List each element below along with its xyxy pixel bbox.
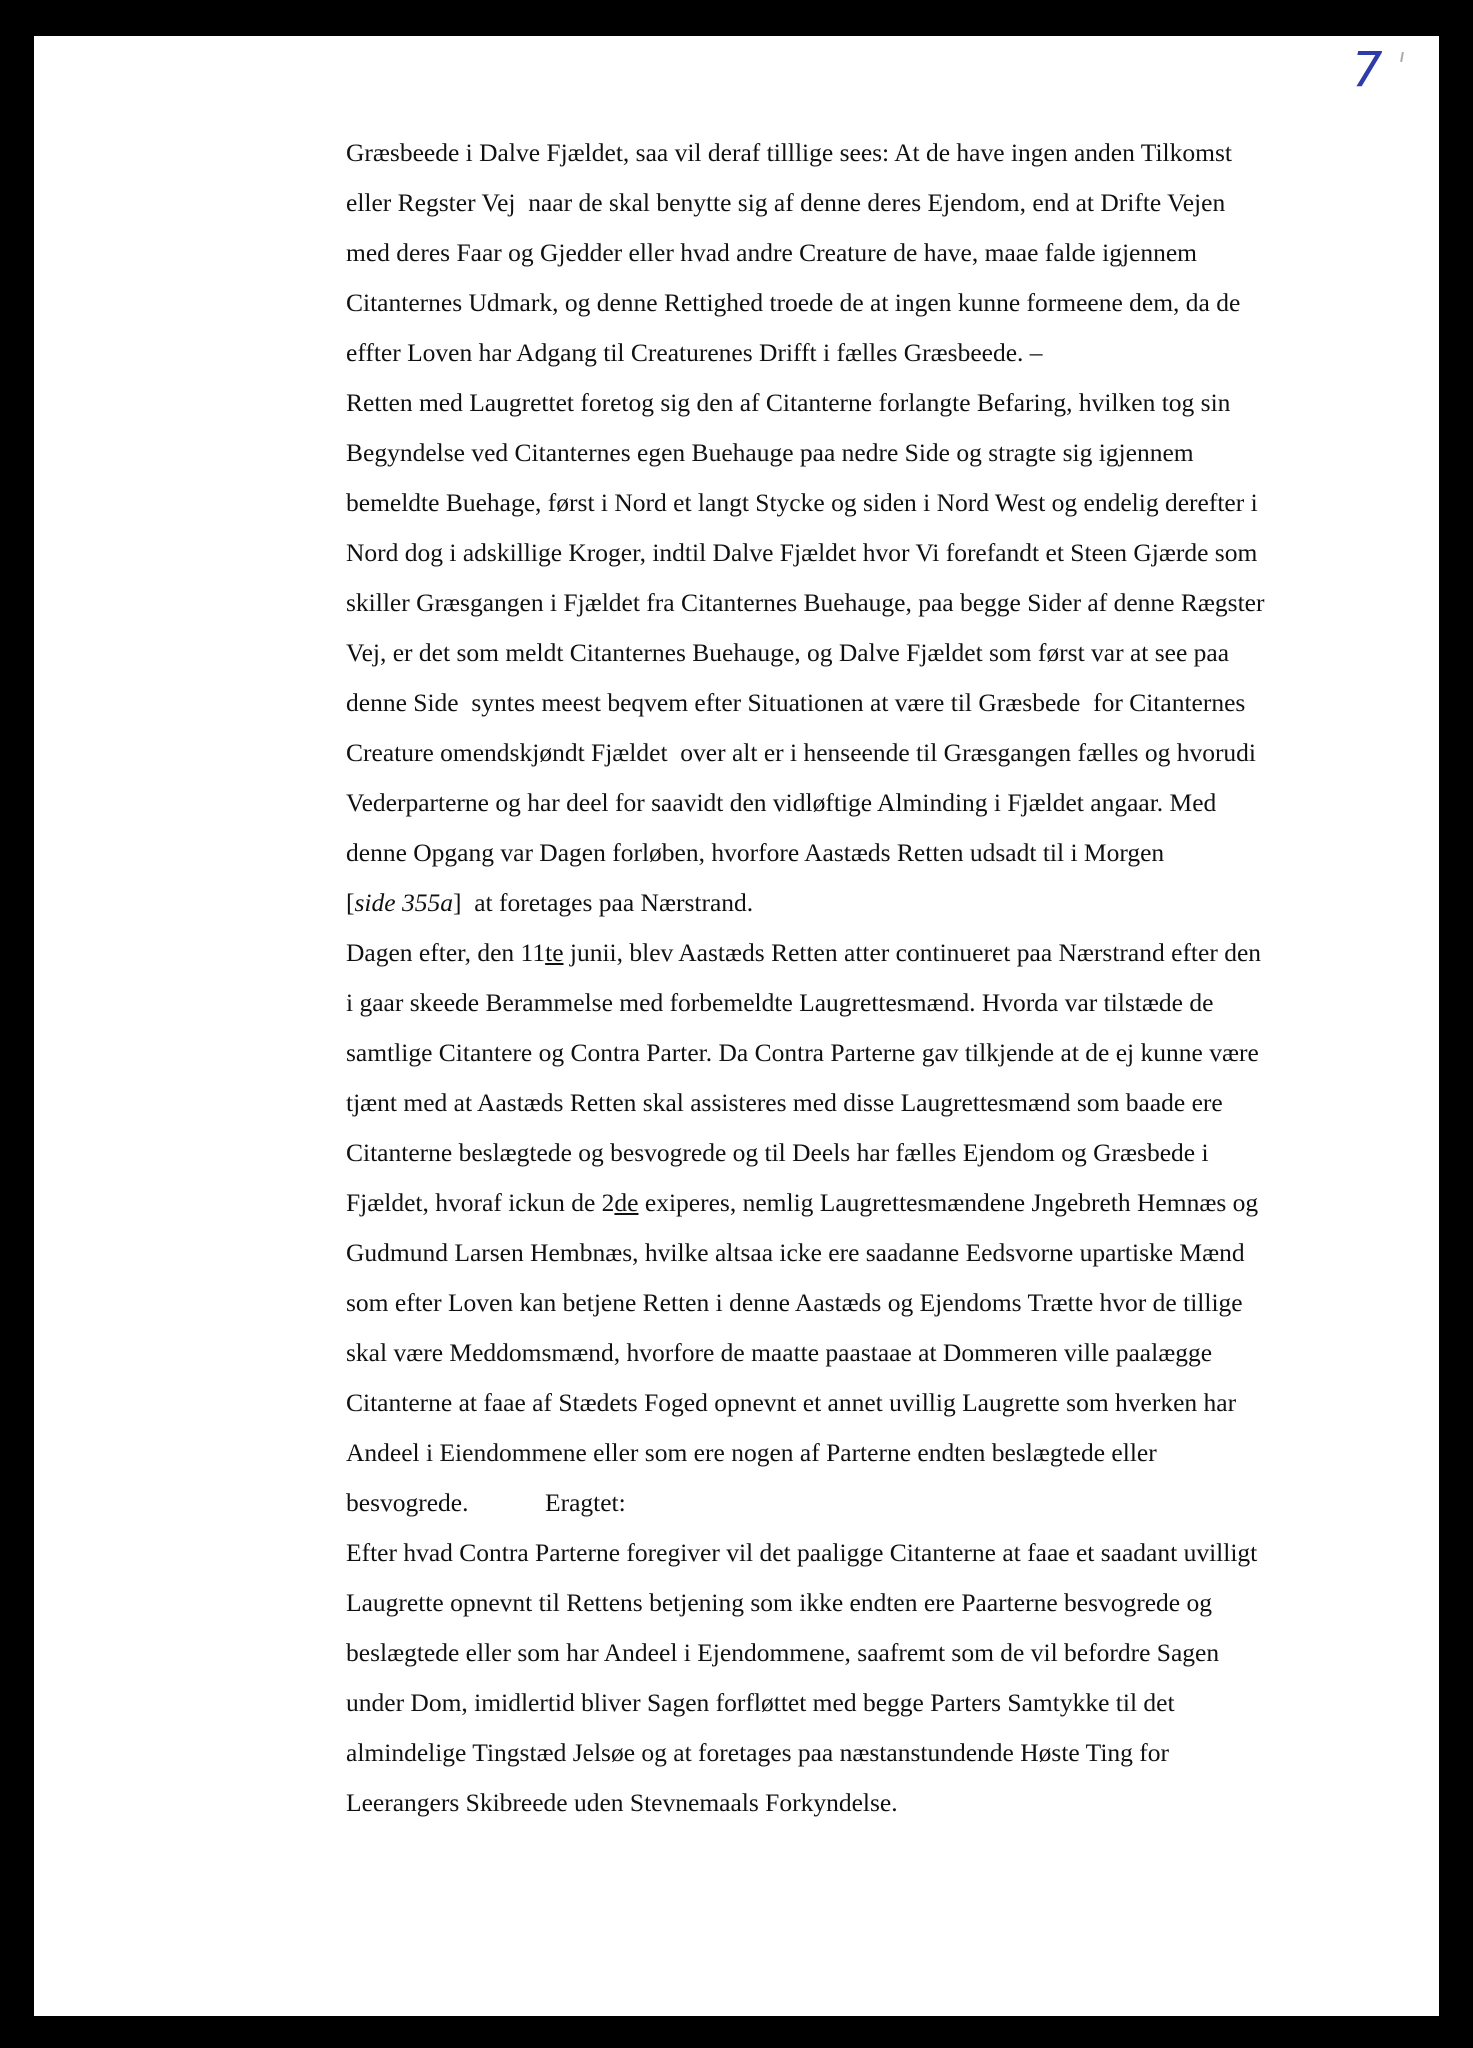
text-line: Dagen efter, den 11te junii, blev Aastæds Retten atter continueret paa Nærstrand efter den xyxy=(346,938,1262,967)
ordinal-suffix: de xyxy=(614,1188,639,1217)
text-line: i gaar skeede Berammelse med forbemeldte Laugrettesmænd. Hvorda var tilstæde de xyxy=(346,988,1214,1017)
text-line: beslægtede eller som har Andeel i Ejendommene, saafremt som de vil befordre Sagen xyxy=(346,1638,1220,1667)
text-line: Fjældet, hvoraf ickun de 2de exiperes, nemlig Laugrettesmændene Jngebreth Hemnæs og xyxy=(346,1188,1259,1217)
page-number: 7 xyxy=(1352,42,1383,98)
text-line: Laugrette opnevnt til Rettens betjening som ikke endten ere Paarterne besvogrede og xyxy=(346,1588,1213,1617)
text-line: denne Side syntes meest beqvem efter Situationen at være til Græsbede for Citanternes xyxy=(346,688,1246,717)
text-line: skiller Græsgangen i Fjældet fra Citanternes Buehauge, paa begge Sider af denne Rægster xyxy=(346,588,1265,617)
text-line: med deres Faar og Gjedder eller hvad andre Creature de have, maae falde igjennem xyxy=(346,238,1198,267)
document-page xyxy=(34,36,1439,2016)
text-line: eller Regster Vej naar de skal benytte sig af denne deres Ejendom, end at Drifte Vejen xyxy=(346,188,1226,217)
text-line: under Dom, imidlertid bliver Sagen forfløttet med begge Parters Samtykke til det xyxy=(346,1688,1175,1717)
text-line: denne Opgang var Dagen forløben, hvorfore Aastæds Retten udsadt til i Morgen xyxy=(346,838,1165,867)
text-line: besvogrede. Eragtet: xyxy=(346,1488,626,1517)
text-line: Græsbeede i Dalve Fjældet, saa vil deraf tilllige sees: At de have ingen anden Tilkomst xyxy=(346,138,1232,167)
text-line: almindelige Tingstæd Jelsøe og at foretages paa næstanstundende Høste Ting for xyxy=(346,1738,1170,1767)
text-line: effter Loven har Adgang til Creaturenes Drifft i fælles Græsbeede. – xyxy=(346,338,1043,367)
text-line: Gudmund Larsen Hembnæs, hvilke altsaa icke ere saadanne Eedsvorne upartiske Mænd xyxy=(346,1238,1245,1267)
text-line: bemeldte Buehage, først i Nord et langt Stycke og siden i Nord West og endelig derefter i xyxy=(346,488,1258,517)
page-reference: side 355a xyxy=(354,888,453,917)
text-line: som efter Loven kan betjene Retten i denne Aastæds og Ejendoms Trætte hvor de tillige xyxy=(346,1288,1243,1317)
text-line: samtlige Citantere og Contra Parter. Da Contra Parterne gav tilkjende at de ej kunne være xyxy=(346,1038,1259,1067)
text-line: Nord dog i adskillige Kroger, indtil Dalve Fjældet hvor Vi forefandt et Steen Gjærde som xyxy=(346,538,1258,567)
text-line: tjænt med at Aastæds Retten skal assisteres med disse Laugrettesmænd som baade ere xyxy=(346,1088,1223,1117)
text-line: Efter hvad Contra Parterne foregiver vil det paaligge Citanterne at faae et saadant uvilligt xyxy=(346,1538,1258,1567)
text-line: Citanterne at faae af Stædets Foged opnevnt et annet uvillig Laugrette som hverken har xyxy=(346,1388,1237,1417)
text-line: Vederparterne og har deel for saavidt den vidløftige Alminding i Fjældet angaar. Med xyxy=(346,788,1217,817)
text-line: Leerangers Skibreede uden Stevnemaals Forkyndelse. xyxy=(346,1788,898,1817)
text-line: Citanterne beslægtede og besvogrede og til Deels har fælles Ejendom og Græsbede i xyxy=(346,1138,1209,1167)
text-line: Begyndelse ved Citanternes egen Buehauge paa nedre Side og stragte sig igjennem xyxy=(346,438,1194,467)
text-line: Creature omendskjøndt Fjældet over alt er i henseende til Græsgangen fælles og hvorudi xyxy=(346,738,1257,767)
text-line: Vej, er det som meldt Citanternes Buehauge, og Dalve Fjældet som først var at see paa xyxy=(346,638,1230,667)
text-line: skal være Meddomsmænd, hvorfore de maatte paastaae at Dommeren ville paalægge xyxy=(346,1338,1213,1367)
transcription-text xyxy=(346,128,1386,1828)
text-line: Retten med Laugrettet foretog sig den af Citanterne forlangte Befaring, hvilken tog sin xyxy=(346,388,1231,417)
page-reference-line: [side 355a] at foretages paa Nærstrand. xyxy=(346,888,754,917)
text-line: Citanternes Udmark, og denne Rettighed troede de at ingen kunne formeene dem, da de xyxy=(346,288,1241,317)
ordinal-suffix: te xyxy=(545,938,564,967)
text-line: Andeel i Eiendommene eller som ere nogen af Parterne endten beslægtede eller xyxy=(346,1438,1157,1467)
pencil-mark xyxy=(1400,52,1404,62)
